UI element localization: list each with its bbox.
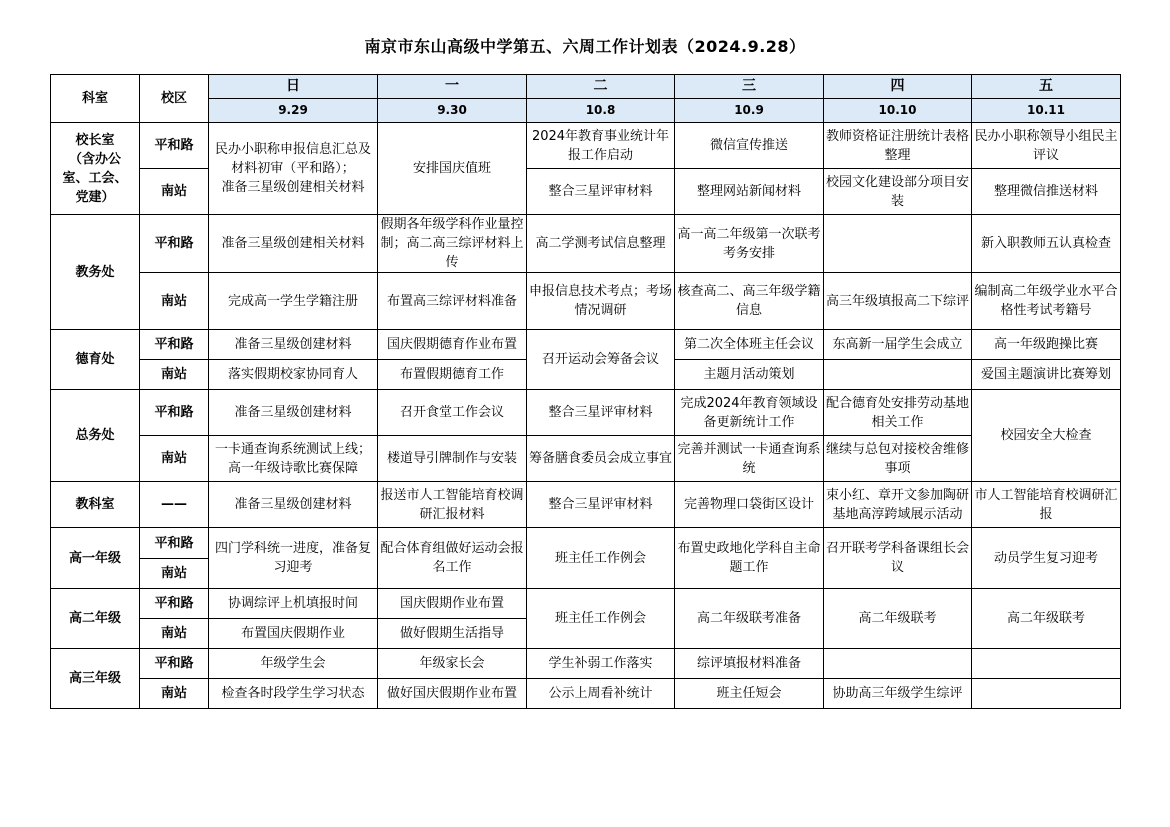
table-cell: 整理微信推送材料	[972, 169, 1121, 215]
table-row	[51, 528, 1121, 559]
day-header: 五	[972, 75, 1121, 99]
table-row	[51, 482, 1121, 528]
table-cell: 民办小职称申报信息汇总及材料初审（平和路）； 准备三星级创建相关材料	[209, 123, 378, 215]
table-cell: 国庆假期作业布置	[378, 589, 527, 619]
table-row	[51, 679, 1121, 709]
table-cell: 束小红、章开文参加陶研基地高淳跨域展示活动	[824, 482, 972, 528]
table-cell: 教师资格证注册统计表格整理	[824, 123, 972, 169]
campus-label: 平和路	[140, 649, 209, 679]
campus-label: 南站	[140, 559, 209, 589]
date-header: 10.11	[972, 99, 1121, 123]
table-cell: 新入职教师五认真检查	[972, 215, 1121, 273]
table-cell: 年级学生会	[209, 649, 378, 679]
dept-grade2: 高二年级	[51, 589, 140, 649]
table-cell: 楼道导引牌制作与安装	[378, 436, 527, 482]
table-cell: 微信宣传推送	[675, 123, 824, 169]
table-cell: 准备三星级创建相关材料	[209, 215, 378, 273]
header-row-days	[51, 75, 1121, 99]
dept-principal: 校长室 （含办公 室、工会、 党建）	[51, 123, 140, 215]
table-cell: 市人工智能培育校调研汇报	[972, 482, 1121, 528]
table-cell: 班主任工作例会	[527, 528, 675, 589]
table-cell: 报送市人工智能培育校调研汇报材料	[378, 482, 527, 528]
table-cell: 东高新一届学生会成立	[824, 330, 972, 360]
table-row	[51, 123, 1121, 169]
table-cell: 布置国庆假期作业	[209, 619, 378, 649]
table-row	[51, 436, 1121, 482]
table-cell: 完成2024年教育领域设备更新统计工作	[675, 390, 824, 436]
table-cell: 高二年级联考	[972, 589, 1121, 649]
header-campus: 校区	[140, 75, 209, 123]
table-cell: 民办小职称领导小组民主评议	[972, 123, 1121, 169]
campus-label: 平和路	[140, 123, 209, 169]
table-cell: 召开联考学科备课组长会议	[824, 528, 972, 589]
campus-label: 南站	[140, 273, 209, 330]
campus-label: 平和路	[140, 589, 209, 619]
table-row	[51, 589, 1121, 619]
table-cell: 布置史政地化学科自主命题工作	[675, 528, 824, 589]
table-cell: 召开运动会筹备会议	[527, 330, 675, 390]
table-cell: 协调综评上机填报时间	[209, 589, 378, 619]
day-header: 四	[824, 75, 972, 99]
dept-general: 总务处	[51, 390, 140, 482]
table-cell	[972, 679, 1121, 709]
campus-label: 平和路	[140, 390, 209, 436]
campus-label: 平和路	[140, 528, 209, 559]
table-cell: 年级家长会	[378, 649, 527, 679]
table-cell: 班主任短会	[675, 679, 824, 709]
page-title: 南京市东山高级中学第五、六周工作计划表（2024.9.28）	[364, 37, 806, 56]
table-cell: 高二年级联考	[824, 589, 972, 649]
table-cell: 筹备膳食委员会成立事宜	[527, 436, 675, 482]
table-cell	[824, 649, 972, 679]
header-row-dates	[51, 99, 1121, 123]
campus-label: 南站	[140, 679, 209, 709]
date-header: 10.9	[675, 99, 824, 123]
table-row	[51, 649, 1121, 679]
campus-label: 南站	[140, 619, 209, 649]
date-header: 10.8	[527, 99, 675, 123]
work-plan-table	[50, 74, 1121, 709]
campus-label: 南站	[140, 360, 209, 390]
table-cell: 国庆假期德育作业布置	[378, 330, 527, 360]
table-cell: 完善物理口袋街区设计	[675, 482, 824, 528]
table-cell: 公示上周看补统计	[527, 679, 675, 709]
table-cell: 召开食堂工作会议	[378, 390, 527, 436]
table-cell: 布置假期德育工作	[378, 360, 527, 390]
campus-label: 南站	[140, 436, 209, 482]
table-cell: 核查高二、高三年级学籍信息	[675, 273, 824, 330]
table-cell: 假期各年级学科作业量控制；高二高三综评材料上传	[378, 215, 527, 273]
campus-label: 平和路	[140, 215, 209, 273]
dept-research: 教科室	[51, 482, 140, 528]
table-cell: 落实假期校家协同育人	[209, 360, 378, 390]
day-header: 日	[209, 75, 378, 99]
campus-label: 南站	[140, 169, 209, 215]
table-cell: 2024年教育事业统计年报工作启动	[527, 123, 675, 169]
table-cell: 高一年级跑操比赛	[972, 330, 1121, 360]
dept-grade3: 高三年级	[51, 649, 140, 709]
table-row	[51, 273, 1121, 330]
table-row	[51, 330, 1121, 360]
table-cell: 协助高三年级学生综评	[824, 679, 972, 709]
table-cell: 四门学科统一进度，准备复习迎考	[209, 528, 378, 589]
table-cell: 高一高二年级第一次联考考务安排	[675, 215, 824, 273]
table-cell	[824, 215, 972, 273]
day-header: 三	[675, 75, 824, 99]
header-dept: 科室	[51, 75, 140, 123]
campus-label: 平和路	[140, 330, 209, 360]
table-cell: 高二学测考试信息整理	[527, 215, 675, 273]
table-cell: 完善并测试一卡通查询系统	[675, 436, 824, 482]
date-header: 10.10	[824, 99, 972, 123]
table-cell: 校园安全大检查	[972, 390, 1121, 482]
table-cell: 准备三星级创建材料	[209, 330, 378, 360]
dept-academic: 教务处	[51, 215, 140, 330]
table-cell: 第二次全体班主任会议	[675, 330, 824, 360]
dept-grade1: 高一年级	[51, 528, 140, 589]
table-cell: 高二年级联考准备	[675, 589, 824, 649]
table-cell: 高三年级填报高二下综评	[824, 273, 972, 330]
table-cell: 综评填报材料准备	[675, 649, 824, 679]
table-cell: 做好国庆假期作业布置	[378, 679, 527, 709]
table-cell: 整合三星评审材料	[527, 390, 675, 436]
table-cell: 做好假期生活指导	[378, 619, 527, 649]
table-cell: 完成高一学生学籍注册	[209, 273, 378, 330]
date-header: 9.29	[209, 99, 378, 123]
table-cell: 布置高三综评材料准备	[378, 273, 527, 330]
table-cell: 动员学生复习迎考	[972, 528, 1121, 589]
date-header: 9.30	[378, 99, 527, 123]
day-header: 二	[527, 75, 675, 99]
table-cell: 准备三星级创建材料	[209, 482, 378, 528]
table-cell: 学生补弱工作落实	[527, 649, 675, 679]
table-cell: 配合德育处安排劳动基地相关工作	[824, 390, 972, 436]
table-cell	[972, 649, 1121, 679]
table-cell: 整合三星评审材料	[527, 169, 675, 215]
table-cell: 一卡通查询系统测试上线；高一年级诗歌比赛保障	[209, 436, 378, 482]
table-cell: 校园文化建设部分项目安装	[824, 169, 972, 215]
table-cell: 主题月活动策划	[675, 360, 824, 390]
day-header: 一	[378, 75, 527, 99]
table-cell: 整合三星评审材料	[527, 482, 675, 528]
table-cell: 检查各时段学生学习状态	[209, 679, 378, 709]
table-cell: 安排国庆值班	[378, 123, 527, 215]
table-row	[51, 390, 1121, 436]
table-row	[51, 215, 1121, 273]
dept-moral: 德育处	[51, 330, 140, 390]
table-cell: 申报信息技术考点；考场情况调研	[527, 273, 675, 330]
table-cell: 编制高二年级学业水平合格性考试考籍号	[972, 273, 1121, 330]
campus-label: ——	[140, 482, 209, 528]
table-cell: 配合体育组做好运动会报名工作	[378, 528, 527, 589]
table-cell: 整理网站新闻材料	[675, 169, 824, 215]
table-cell: 继续与总包对接校舍维修事项	[824, 436, 972, 482]
table-cell	[824, 360, 972, 390]
table-cell: 爱国主题演讲比赛筹划	[972, 360, 1121, 390]
table-cell: 班主任工作例会	[527, 589, 675, 649]
table-cell: 准备三星级创建材料	[209, 390, 378, 436]
